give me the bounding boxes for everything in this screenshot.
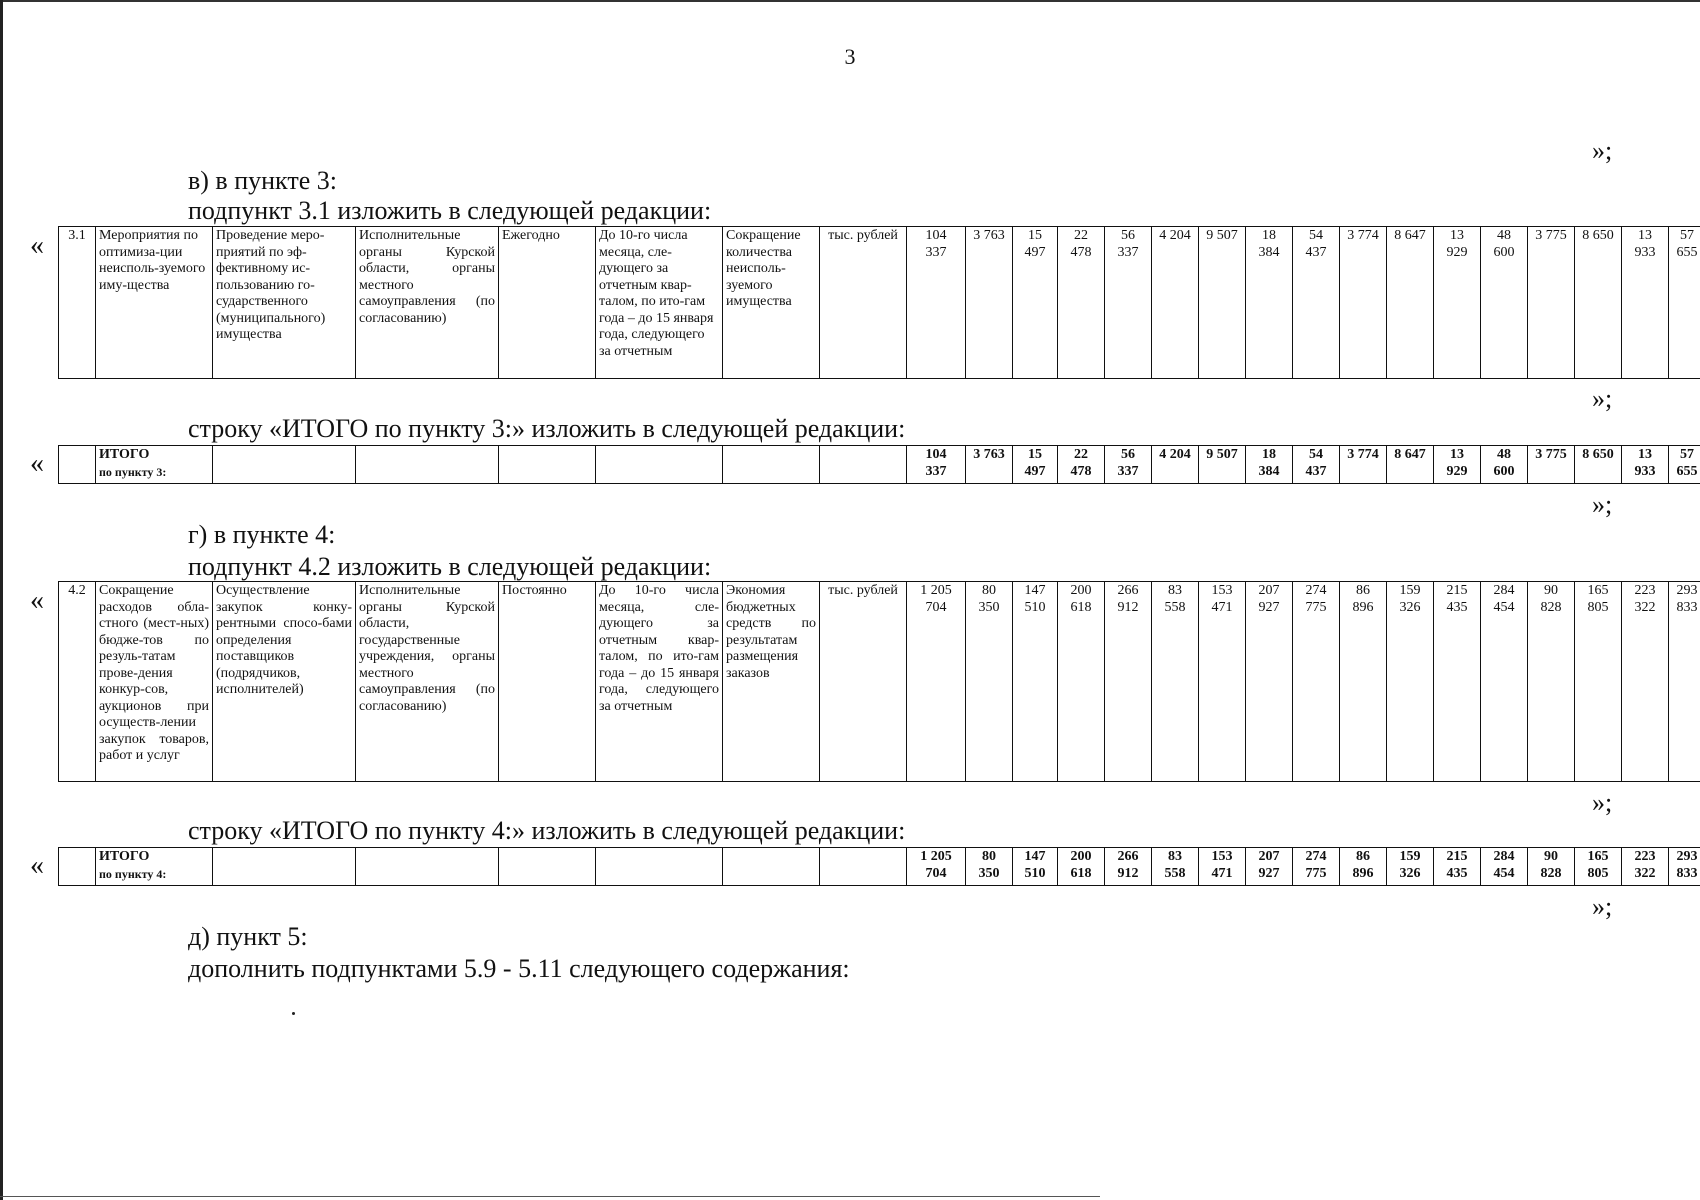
value-line-2: 558 <box>1164 599 1186 615</box>
empty-cell <box>213 446 356 484</box>
value-line-2: 775 <box>1305 865 1327 881</box>
section-g-total-heading: строку «ИТОГО по пункту 4:» изложить в следующей редакции: <box>188 816 906 845</box>
value-line-2: 927 <box>1258 599 1280 615</box>
value-line-2: 454 <box>1493 599 1515 615</box>
value-line-2: 326 <box>1399 599 1421 615</box>
section-v-heading: в) в пункте 3: <box>188 166 337 195</box>
empty-cell <box>499 446 596 484</box>
value-line-2: 828 <box>1540 865 1562 881</box>
value-line-1: 147 <box>1024 849 1046 864</box>
value-line-1: 104 <box>925 228 947 243</box>
close-quote: »; <box>1592 892 1613 921</box>
value-cell <box>1105 446 1152 484</box>
value-cell <box>1387 582 1434 782</box>
value-line-2: 933 <box>1634 463 1656 479</box>
value-line-1: 9 507 <box>1206 228 1238 243</box>
executors: Исполнительные органы Курской области, государственные учреждения, органы местного самоуправления (по согласованию) <box>356 582 499 782</box>
close-quote: »; <box>1592 384 1613 413</box>
value-line-1: 159 <box>1399 583 1421 598</box>
value-line-2 <box>1153 464 1197 481</box>
value-line-2: 655 <box>1676 463 1698 479</box>
value-line-2: 478 <box>1070 463 1092 479</box>
value-line-2: 704 <box>925 865 947 881</box>
value-cell <box>1246 227 1293 379</box>
empty-cell <box>596 848 723 886</box>
value-cell <box>1340 848 1387 886</box>
value-line-2: 618 <box>1070 599 1092 615</box>
empty-cell <box>820 446 907 484</box>
table-row <box>59 227 1700 379</box>
value-line-1: 223 <box>1634 849 1656 864</box>
value-cell <box>1340 446 1387 484</box>
value-cell <box>1387 446 1434 484</box>
value-line-1: 165 <box>1587 849 1609 864</box>
value-line-1: 56 <box>1121 447 1135 462</box>
measure-content: Осуществление закупок конку-рентными спосо-бами определения поставщиков (подрядчиков, исполнителей) <box>213 582 356 782</box>
value-cell <box>1152 848 1199 886</box>
empty-cell <box>356 446 499 484</box>
empty-cell <box>596 446 723 484</box>
value-cell <box>1387 848 1434 886</box>
value-line-2: 510 <box>1024 865 1046 881</box>
value-cell <box>1528 848 1575 886</box>
value-line-2: 833 <box>1676 599 1698 615</box>
value-line-1: 207 <box>1258 583 1280 598</box>
row-number: 3.1 <box>59 227 96 379</box>
unit: тыс. рублей <box>820 582 907 782</box>
empty-cell <box>723 446 820 484</box>
value-cell <box>1293 227 1340 379</box>
section-g-total-table <box>58 847 1700 886</box>
value-cell <box>1058 446 1105 484</box>
value-cell <box>1528 227 1575 379</box>
scan-top-edge <box>0 0 1700 2</box>
value-line-1: 3 775 <box>1535 447 1567 462</box>
value-line-2 <box>1388 245 1432 262</box>
value-cell <box>1105 227 1152 379</box>
page-number: 3 <box>844 44 856 69</box>
value-line-1: 153 <box>1211 849 1233 864</box>
table-row <box>59 446 1700 484</box>
value-line-2: 929 <box>1446 244 1468 260</box>
value-cell <box>1575 446 1622 484</box>
value-cell <box>1575 582 1622 782</box>
value-line-1: 15 <box>1028 447 1042 462</box>
value-cell <box>1246 582 1293 782</box>
value-line-2: 350 <box>978 865 1000 881</box>
value-line-1: 165 <box>1587 583 1609 598</box>
total-label-line1: ИТОГО <box>99 447 150 462</box>
value-cell <box>1013 848 1058 886</box>
value-line-2: 497 <box>1024 244 1046 260</box>
value-line-2: 704 <box>925 599 947 615</box>
value-line-1: 8 650 <box>1582 228 1614 243</box>
value-line-2: 454 <box>1493 865 1515 881</box>
value-line-1: 274 <box>1305 849 1327 864</box>
value-line-2: 600 <box>1493 244 1515 260</box>
value-line-1: 1 205 <box>920 583 952 598</box>
value-cell <box>1528 446 1575 484</box>
value-cell <box>966 582 1013 782</box>
value-line-1: 90 <box>1544 849 1558 864</box>
expected-result: Сокращение количества неисполь-зуемого имущества <box>723 227 820 379</box>
value-line-1: 90 <box>1544 583 1558 598</box>
table-row <box>59 582 1700 782</box>
value-line-1: 3 774 <box>1347 228 1379 243</box>
measure-name: Сокращение расходов обла-стного (мест-ных) бюдже-тов по резуль-татам прове-дения конкур-сов, аукционов при осуществ-лении закупок товаров, работ и услуг <box>96 582 213 782</box>
value-line-1: 3 763 <box>973 228 1005 243</box>
value-line-2 <box>1153 245 1197 262</box>
scan-speck <box>292 1012 295 1015</box>
measure-content: Проведение меро-приятий по эф-фективному ис-пользованию го-сударственного (муниципального) имущества <box>213 227 356 379</box>
section-d-heading: д) пункт 5: <box>188 922 308 951</box>
value-line-2: 497 <box>1024 463 1046 479</box>
value-line-2: 929 <box>1446 463 1468 479</box>
value-line-1: 4 204 <box>1159 228 1191 243</box>
section-v-total-table <box>58 445 1700 484</box>
empty-cell <box>499 848 596 886</box>
period: Ежегодно <box>499 227 596 379</box>
value-line-1: 54 <box>1309 447 1323 462</box>
value-line-2: 337 <box>925 463 947 479</box>
value-cell <box>1528 582 1575 782</box>
value-line-1: 104 <box>925 447 947 462</box>
value-cell <box>1199 848 1246 886</box>
total-label-line2: по пункту 4: <box>99 866 167 881</box>
value-cell <box>1575 848 1622 886</box>
value-line-1: 4 204 <box>1159 447 1191 462</box>
value-line-1: 284 <box>1493 583 1515 598</box>
value-line-1: 8 650 <box>1582 447 1614 462</box>
value-cell <box>1669 446 1700 484</box>
section-d-subheading: дополнить подпунктами 5.9 - 5.11 следующего содержания: <box>188 954 850 983</box>
value-line-1: 13 <box>1450 447 1464 462</box>
value-line-1: 284 <box>1493 849 1515 864</box>
value-line-2: 655 <box>1676 244 1698 260</box>
value-line-2: 828 <box>1540 599 1562 615</box>
expected-result: Экономия бюджетных средств по результатам размещения заказов <box>723 582 820 782</box>
value-line-1: 266 <box>1117 849 1139 864</box>
value-line-2: 437 <box>1305 244 1327 260</box>
value-cell <box>1481 446 1528 484</box>
report-deadline: До 10-го числа месяца, сле-дующего за отчетным квар-талом, по ито-гам года – до 15 января года, следующего за отчетным <box>596 582 723 782</box>
value-cell <box>1481 848 1528 886</box>
value-line-1: 200 <box>1070 849 1092 864</box>
value-cell <box>907 848 966 886</box>
value-cell <box>966 446 1013 484</box>
value-cell <box>1622 227 1669 379</box>
value-cell <box>1669 582 1700 782</box>
value-line-2: 896 <box>1352 599 1374 615</box>
section-g-heading: г) в пункте 4: <box>188 520 336 549</box>
table-row <box>59 848 1700 886</box>
value-line-1: 57 <box>1680 447 1694 462</box>
value-line-1: 13 <box>1638 228 1652 243</box>
value-cell <box>1058 848 1105 886</box>
value-line-1: 56 <box>1121 228 1135 243</box>
value-cell <box>1105 582 1152 782</box>
value-line-2: 775 <box>1305 599 1327 615</box>
value-line-1: 8 647 <box>1394 228 1426 243</box>
open-quote: « <box>30 850 44 881</box>
total-label <box>96 848 213 886</box>
value-cell <box>1199 582 1246 782</box>
value-cell <box>1622 446 1669 484</box>
value-line-1: 159 <box>1399 849 1421 864</box>
measure-name: Мероприятия по оптимиза-ции неисполь-зуемого иму-щества <box>96 227 213 379</box>
value-cell <box>1434 227 1481 379</box>
period: Постоянно <box>499 582 596 782</box>
total-label-line1: ИТОГО <box>99 849 150 864</box>
value-cell <box>1152 446 1199 484</box>
value-line-1: 293 <box>1676 583 1698 598</box>
value-line-1: 3 774 <box>1347 447 1379 462</box>
empty-cell <box>213 848 356 886</box>
value-line-2: 350 <box>978 599 1000 615</box>
open-quote: « <box>30 585 44 616</box>
value-line-2: 805 <box>1587 599 1609 615</box>
value-line-2 <box>1576 245 1620 262</box>
value-line-2: 337 <box>1117 244 1139 260</box>
value-line-2: 326 <box>1399 865 1421 881</box>
empty-cell <box>723 848 820 886</box>
value-cell <box>1481 582 1528 782</box>
value-cell <box>1434 446 1481 484</box>
value-line-1: 13 <box>1450 228 1464 243</box>
value-line-2 <box>1341 464 1385 481</box>
value-cell <box>1575 227 1622 379</box>
section-g-table <box>58 581 1700 782</box>
section-v-table <box>58 226 1700 379</box>
value-line-1: 86 <box>1356 583 1370 598</box>
value-line-2 <box>1388 464 1432 481</box>
value-line-1: 293 <box>1676 849 1698 864</box>
value-cell <box>966 227 1013 379</box>
total-label <box>96 446 213 484</box>
value-line-1: 3 763 <box>973 447 1005 462</box>
value-line-1: 57 <box>1680 228 1694 243</box>
value-line-1: 9 507 <box>1206 447 1238 462</box>
value-line-2: 384 <box>1258 244 1280 260</box>
value-line-1: 18 <box>1262 447 1276 462</box>
value-line-2: 435 <box>1446 599 1468 615</box>
value-line-1: 8 647 <box>1394 447 1426 462</box>
value-cell <box>1246 446 1293 484</box>
row-number: 4.2 <box>59 582 96 782</box>
value-line-2: 478 <box>1070 244 1092 260</box>
value-line-2 <box>1529 464 1573 481</box>
value-line-2 <box>967 464 1011 481</box>
value-line-2: 337 <box>925 244 947 260</box>
value-line-2: 805 <box>1587 865 1609 881</box>
value-cell <box>1669 227 1700 379</box>
section-g-subheading: подпункт 4.2 изложить в следующей редакции: <box>188 552 712 581</box>
value-line-1: 48 <box>1497 447 1511 462</box>
unit: тыс. рублей <box>820 227 907 379</box>
report-deadline: До 10-го числа месяца, сле-дующего за отчетным квар-талом, по ито-гам года – до 15 января года, следующего за отчетным <box>596 227 723 379</box>
value-line-1: 207 <box>1258 849 1280 864</box>
value-line-2: 600 <box>1493 463 1515 479</box>
value-line-2: 510 <box>1024 599 1046 615</box>
close-quote: »; <box>1592 136 1613 165</box>
value-cell <box>1434 582 1481 782</box>
value-line-2: 322 <box>1634 599 1656 615</box>
value-cell <box>1199 227 1246 379</box>
value-line-1: 80 <box>982 849 996 864</box>
close-quote: »; <box>1592 788 1613 817</box>
value-line-1: 147 <box>1024 583 1046 598</box>
value-line-1: 48 <box>1497 228 1511 243</box>
value-line-2: 896 <box>1352 865 1374 881</box>
value-cell <box>907 446 966 484</box>
value-line-2: 833 <box>1676 865 1698 881</box>
value-line-2: 933 <box>1634 244 1656 260</box>
value-cell <box>1013 582 1058 782</box>
value-line-1: 54 <box>1309 228 1323 243</box>
value-line-1: 22 <box>1074 447 1088 462</box>
value-line-1: 13 <box>1638 447 1652 462</box>
empty-cell <box>59 446 96 484</box>
value-line-1: 1 205 <box>920 849 952 864</box>
value-line-1: 83 <box>1168 849 1182 864</box>
value-cell <box>1013 227 1058 379</box>
scan-left-edge <box>0 0 3 1200</box>
value-line-1: 153 <box>1211 583 1233 598</box>
value-line-1: 86 <box>1356 849 1370 864</box>
value-cell <box>1622 582 1669 782</box>
total-label-line2: по пункту 3: <box>99 464 167 479</box>
open-quote: « <box>30 230 44 261</box>
section-v-total-heading: строку «ИТОГО по пункту 3:» изложить в следующей редакции: <box>188 414 906 443</box>
executors: Исполнительные органы Курской области, органы местного самоуправления (по согласованию) <box>356 227 499 379</box>
value-line-1: 266 <box>1117 583 1139 598</box>
value-line-1: 223 <box>1634 583 1656 598</box>
scan-bottom-edge <box>0 1196 1100 1197</box>
value-line-2: 912 <box>1117 865 1139 881</box>
close-quote: »; <box>1592 490 1613 519</box>
value-line-1: 15 <box>1028 228 1042 243</box>
value-line-1: 22 <box>1074 228 1088 243</box>
value-cell <box>1434 848 1481 886</box>
value-cell <box>1246 848 1293 886</box>
value-line-1: 3 775 <box>1535 228 1567 243</box>
value-line-2 <box>967 245 1011 262</box>
value-line-2: 437 <box>1305 463 1327 479</box>
value-line-2: 912 <box>1117 599 1139 615</box>
value-cell <box>966 848 1013 886</box>
value-line-2: 435 <box>1446 865 1468 881</box>
value-cell <box>1058 227 1105 379</box>
value-line-1: 18 <box>1262 228 1276 243</box>
value-line-2: 927 <box>1258 865 1280 881</box>
value-line-1: 83 <box>1168 583 1182 598</box>
value-line-2: 471 <box>1211 865 1233 881</box>
value-cell <box>1013 446 1058 484</box>
section-v-subheading: подпункт 3.1 изложить в следующей редакции: <box>188 196 712 225</box>
value-cell <box>1293 446 1340 484</box>
value-cell <box>1340 582 1387 782</box>
value-cell <box>1387 227 1434 379</box>
value-line-2: 618 <box>1070 865 1092 881</box>
value-line-1: 215 <box>1446 583 1468 598</box>
value-cell <box>1293 848 1340 886</box>
value-cell <box>1622 848 1669 886</box>
value-cell <box>1152 582 1199 782</box>
value-line-1: 80 <box>982 583 996 598</box>
value-line-2 <box>1200 464 1244 481</box>
value-line-2: 471 <box>1211 599 1233 615</box>
value-line-2: 384 <box>1258 463 1280 479</box>
value-line-2 <box>1529 245 1573 262</box>
empty-cell <box>59 848 96 886</box>
value-cell <box>907 582 966 782</box>
value-line-1: 215 <box>1446 849 1468 864</box>
value-line-2 <box>1576 464 1620 481</box>
value-cell <box>907 227 966 379</box>
value-line-1: 274 <box>1305 583 1327 598</box>
value-line-2 <box>1200 245 1244 262</box>
value-cell <box>1058 582 1105 782</box>
open-quote: « <box>30 448 44 479</box>
value-line-2: 322 <box>1634 865 1656 881</box>
value-line-1: 200 <box>1070 583 1092 598</box>
value-line-2: 558 <box>1164 865 1186 881</box>
empty-cell <box>356 848 499 886</box>
value-cell <box>1481 227 1528 379</box>
value-cell <box>1152 227 1199 379</box>
value-line-2 <box>1341 245 1385 262</box>
value-cell <box>1199 446 1246 484</box>
value-cell <box>1293 582 1340 782</box>
value-cell <box>1669 848 1700 886</box>
empty-cell <box>820 848 907 886</box>
value-line-2: 337 <box>1117 463 1139 479</box>
value-cell <box>1340 227 1387 379</box>
value-cell <box>1105 848 1152 886</box>
